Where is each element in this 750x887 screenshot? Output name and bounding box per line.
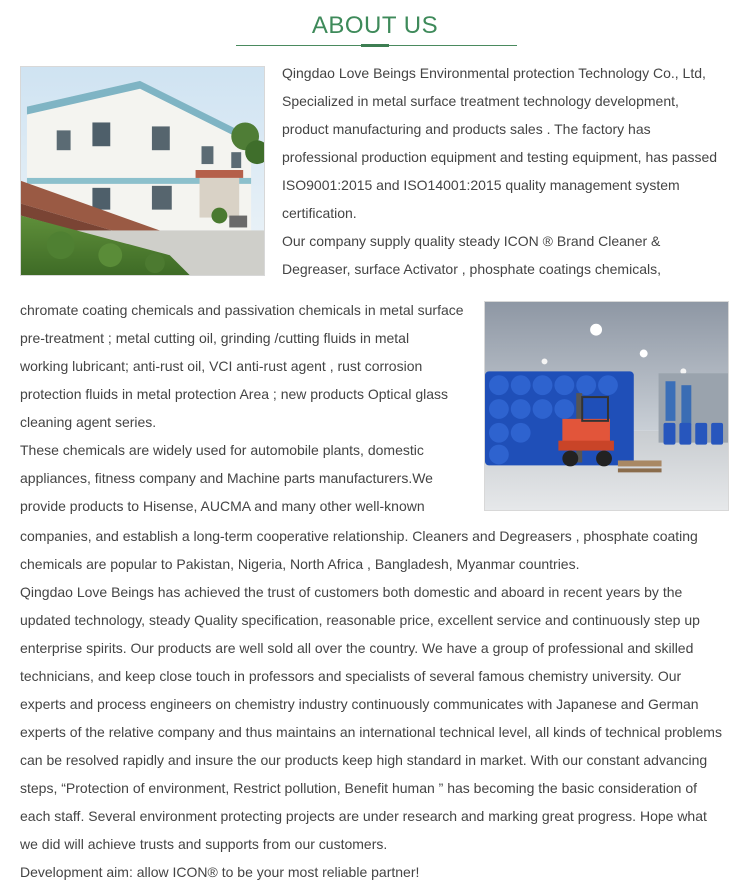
text-line: cleaning agent series. <box>20 414 157 430</box>
text-line: chemicals are popular to Pakistan, Nigeria, North Africa , Bangladesh, Myanmar countries. <box>20 556 580 572</box>
text-line: certification. <box>282 205 357 221</box>
text-line: appliances, fitness company and Machine parts manufacturers.We <box>20 470 433 486</box>
text-line: ISO9001:2015 and ISO14001:2015 quality management system <box>282 177 680 193</box>
products-paragraph <box>20 296 464 520</box>
company-paragraph <box>20 522 722 886</box>
text-line: steps, “Protection of environment, Restrict pollution, Benefit human ” has becoming the basic consideration of <box>20 780 698 796</box>
text-line: updated technology, steady Quality specification, reasonable price, excellent service and continuously step up <box>20 612 700 628</box>
factory-building-photo <box>20 66 265 276</box>
text-line: product manufacturing and products sales . The factory has <box>282 121 651 137</box>
title-underline-accent <box>361 44 389 47</box>
text-line: Development aim: allow ICON® to be your most reliable partner! <box>20 864 420 880</box>
section-header <box>0 0 750 50</box>
text-line: working lubricant; anti-rust oil, VCI anti-rust agent , rust corrosion <box>20 358 423 374</box>
page-title: ABOUT US <box>311 12 439 39</box>
text-line: each staff. Several environment protecting projects are under research and marking great progress. Hope what <box>20 808 707 824</box>
text-line: provide products to Hisense, AUCMA and many other well-known <box>20 498 425 514</box>
text-line: chromate coating chemicals and passivation chemicals in metal surface <box>20 302 464 318</box>
text-line: professional production equipment and testing equipment, has passed <box>282 149 718 165</box>
text-line: Qingdao Love Beings has achieved the trust of customers both domestic and aboard in recent years by the <box>20 584 683 600</box>
text-line: companies, and establish a long-term cooperative relationship. Cleaners and Degreasers , phosphate coating <box>20 528 698 544</box>
text-line: we did will achieve trusts and supports from our customers. <box>20 836 388 852</box>
text-line: pre-treatment ; metal cutting oil, grinding /cutting fluids in metal <box>20 330 410 346</box>
text-line: experts of the relative company and thus maintains an international technical level, all kinds of technical problems <box>20 724 722 740</box>
text-line: can be resolved rapidly and insure the our products keep high standard in market. With our constant advancing <box>20 752 708 768</box>
intro-paragraph <box>282 59 717 283</box>
warehouse-forklift-photo <box>484 301 729 511</box>
text-line: Qingdao Love Beings Environmental protection Technology Co., Ltd, <box>282 65 706 81</box>
text-line: Specialized in metal surface treatment technology development, <box>282 93 679 109</box>
text-line: protection fluids in metal protection Area ; new products Optical glass <box>20 386 448 402</box>
text-line: Degreaser, surface Activator , phosphate coatings chemicals, <box>282 261 661 277</box>
text-line: technicians, and keep close touch in professors and specialists of several famous chemistry university. Our <box>20 668 682 684</box>
text-line: enterprise spirits. Our products are well sold all over the country. We have a group of professional and skilled <box>20 640 694 656</box>
text-line: These chemicals are widely used for automobile plants, domestic <box>20 442 424 458</box>
text-line: experts and process engineers on chemistry industry continuously communicates with Japanese and German <box>20 696 699 712</box>
text-line: Our company supply quality steady ICON ® Brand Cleaner & <box>282 233 661 249</box>
